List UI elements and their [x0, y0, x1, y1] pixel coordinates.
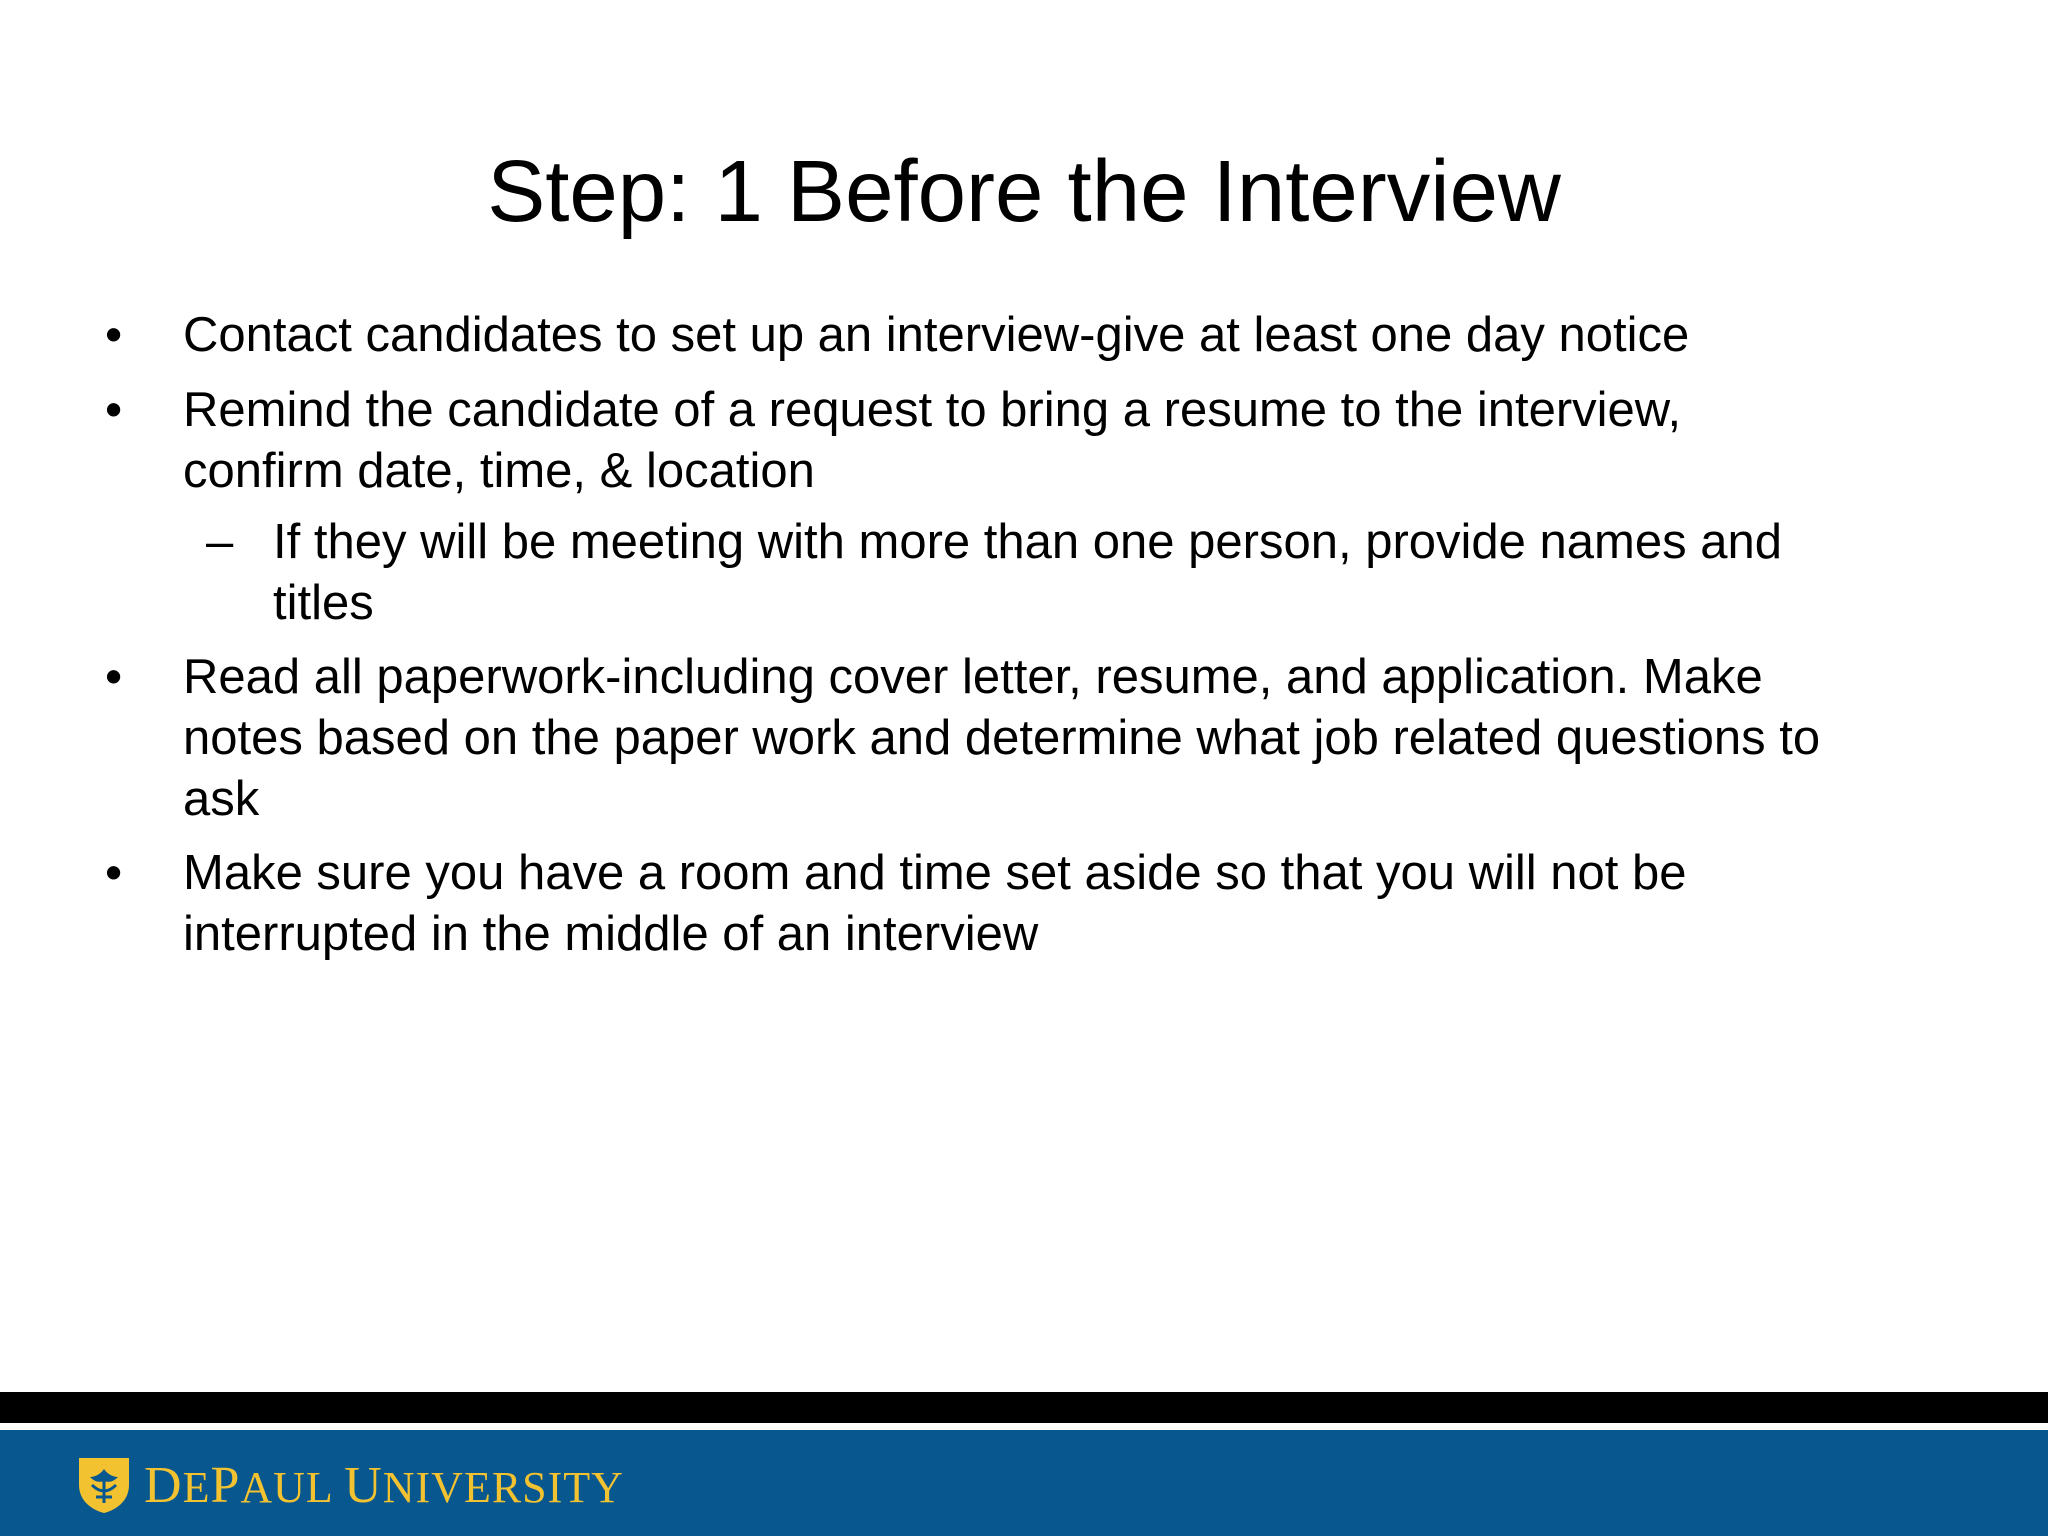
- bullet-line: interrupted in the middle of an interview: [183, 907, 1039, 961]
- logo-letter: P: [210, 1456, 241, 1514]
- logo-letters: NIVERSITY: [382, 1462, 624, 1512]
- sub-bullet-text: [273, 512, 1973, 634]
- logo-letter: U: [344, 1456, 383, 1514]
- bullet-text: [183, 380, 1943, 502]
- logo-letter: E: [182, 1462, 211, 1512]
- bullet-text: [183, 305, 1943, 366]
- sub-bullet-marker: –: [206, 515, 234, 569]
- bullet-marker: •: [105, 308, 123, 362]
- bullet-line: confirm date, time, & location: [183, 444, 815, 498]
- depaul-shield-icon: [76, 1455, 132, 1515]
- logo-wordmark: [144, 1456, 624, 1515]
- bullet-line: ask: [183, 772, 260, 826]
- footer-divider: [0, 1423, 2048, 1430]
- logo-letters: AUL: [240, 1462, 345, 1512]
- bullet-marker: •: [105, 650, 123, 704]
- bullet-line: Contact candidates to set up an interview-give at least one day notice: [183, 308, 1690, 362]
- bullet-line: Make sure you have a room and time set aside so that you will not be: [183, 846, 1687, 900]
- bullet-line: Read all paperwork-including cover letter, resume, and application. Make: [183, 650, 1763, 704]
- bullet-line: titles: [273, 576, 374, 630]
- bullet-line: notes based on the paper work and determine what job related questions to: [183, 711, 1821, 765]
- bullet-line: If they will be meeting with more than one person, provide names and: [273, 515, 1782, 569]
- bullet-marker: •: [105, 846, 123, 900]
- logo-letter: D: [144, 1456, 183, 1514]
- depaul-logo: [76, 1450, 624, 1520]
- bullet-text: [183, 843, 1943, 965]
- bullet-line: Remind the candidate of a request to bring a resume to the interview,: [183, 383, 1682, 437]
- slide-title: Step: 1 Before the Interview: [487, 143, 1561, 240]
- bullet-text: [183, 647, 1943, 830]
- bullet-marker: •: [105, 383, 123, 437]
- footer-black-bar: [0, 1392, 2048, 1423]
